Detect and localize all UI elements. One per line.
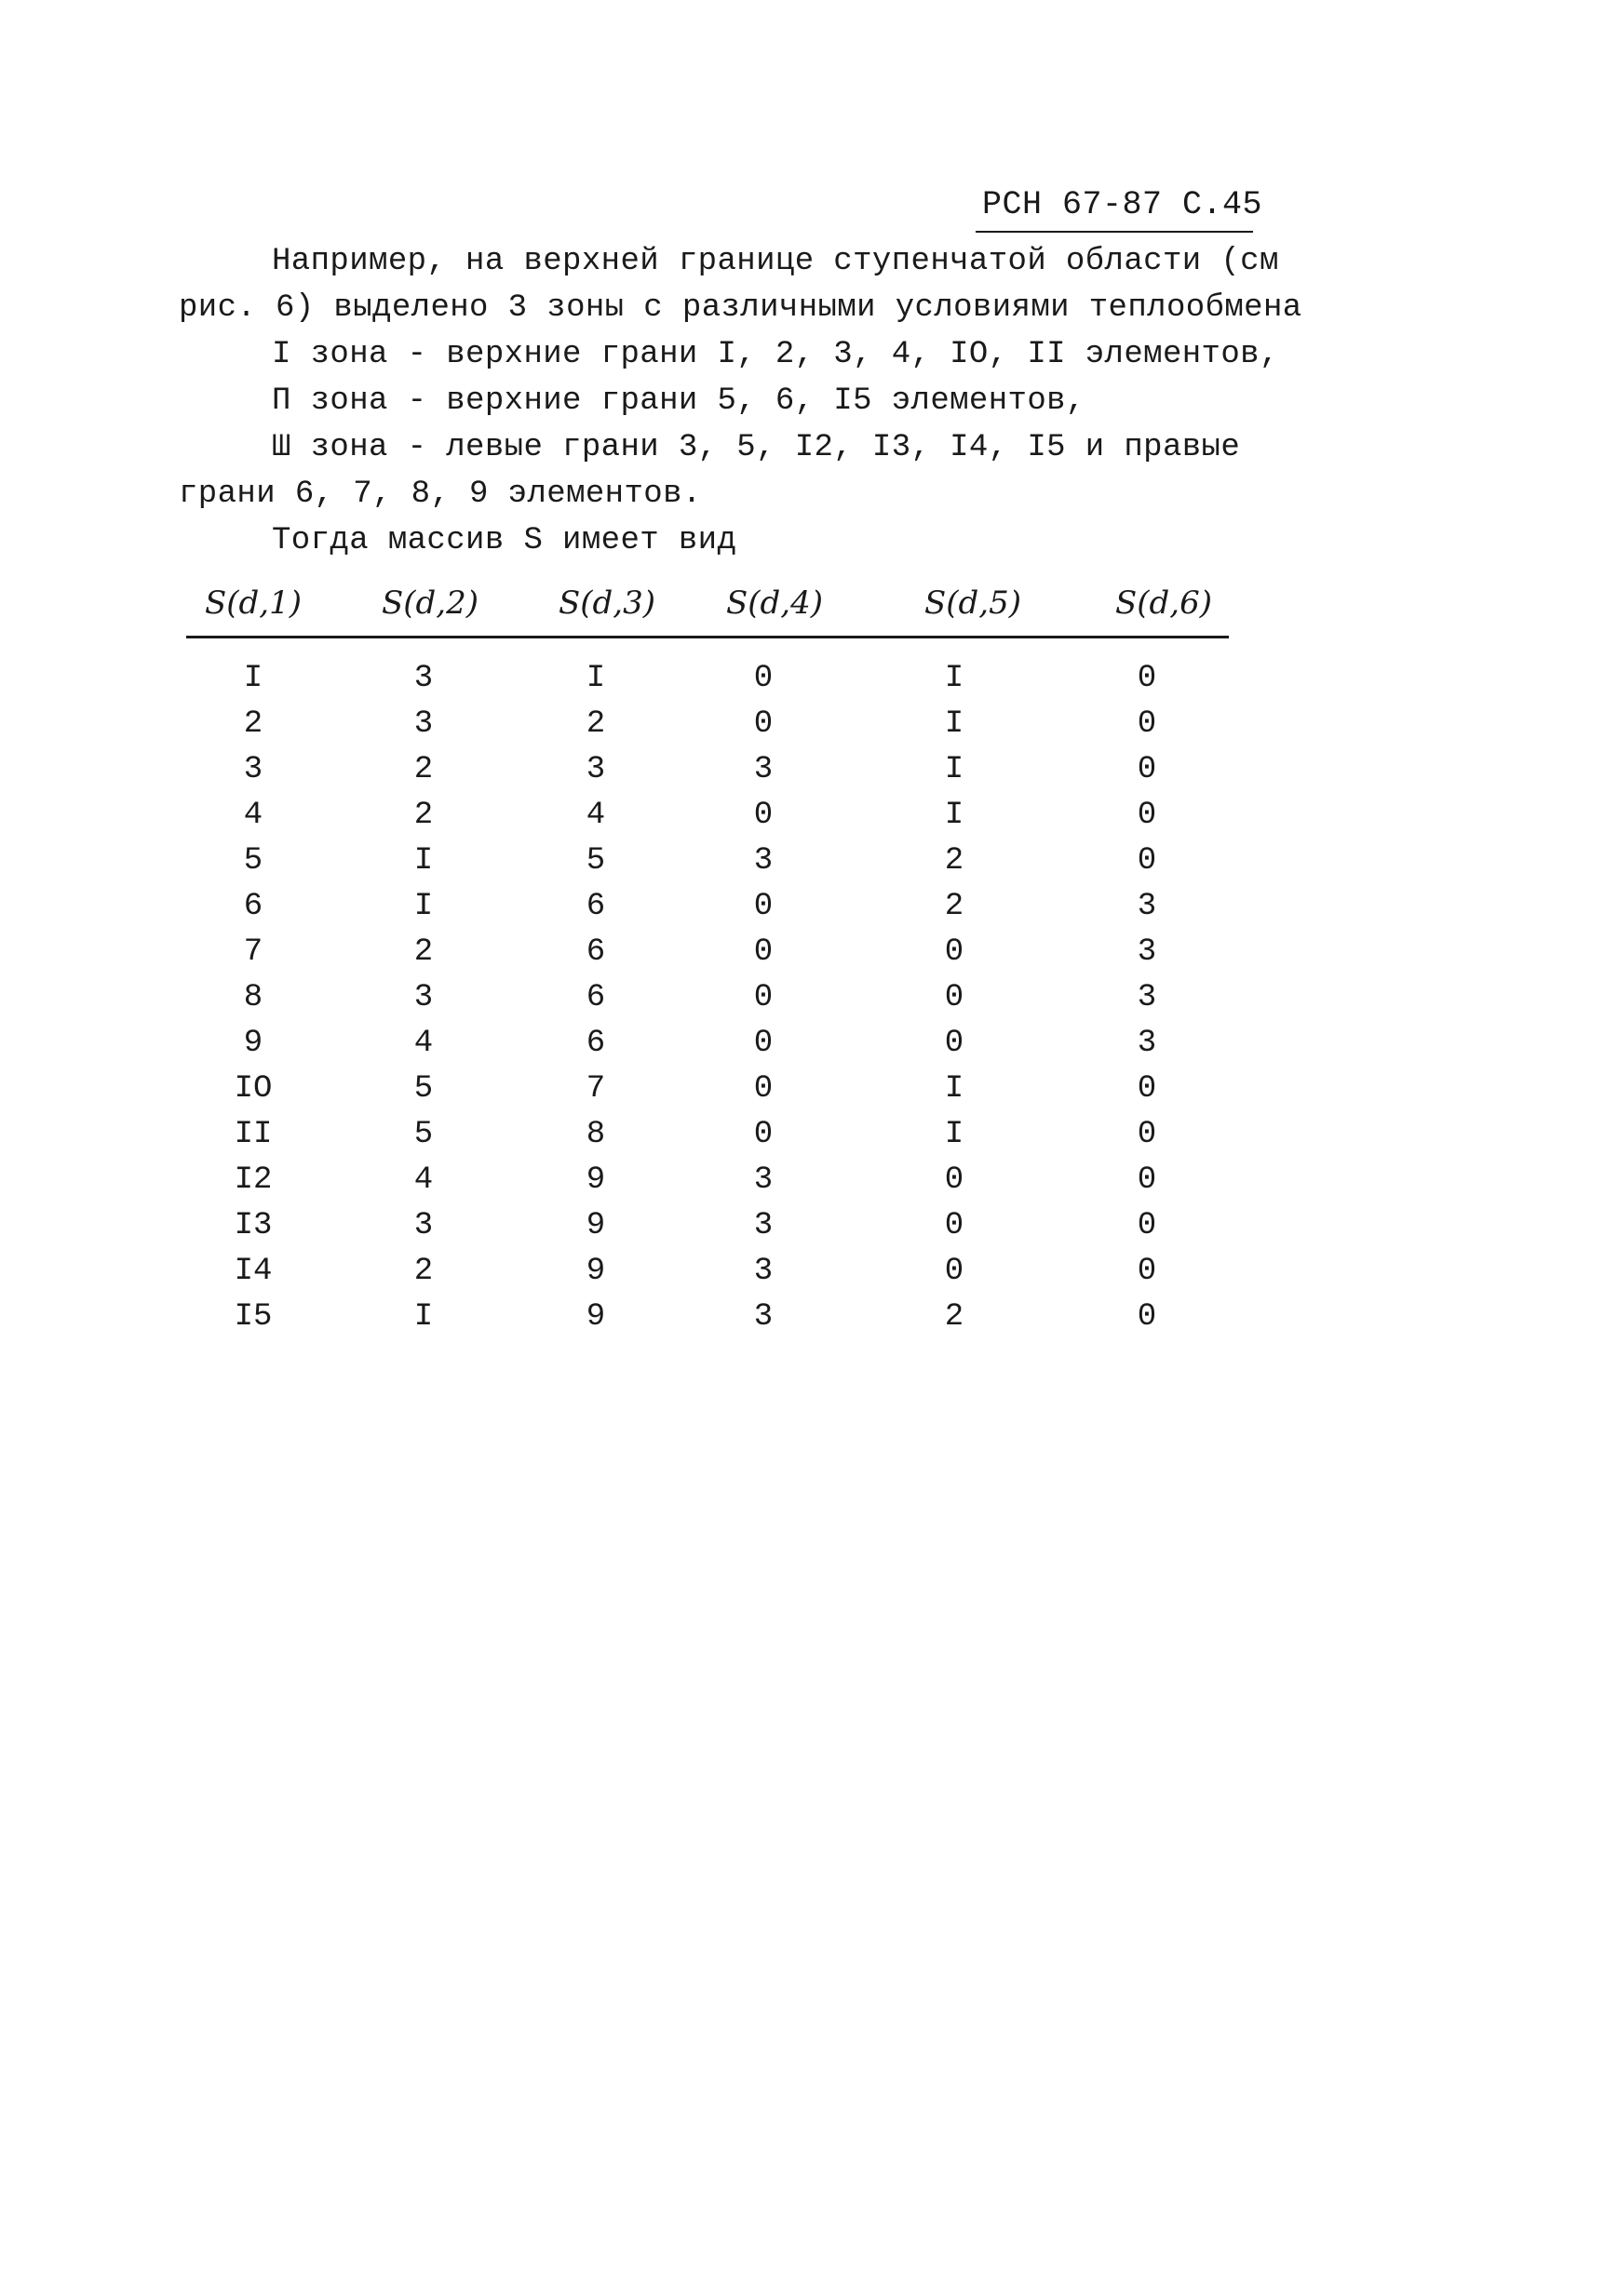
table-cell: 0: [753, 706, 774, 742]
table-cell: 2: [586, 706, 606, 742]
table-cell: 3: [1137, 1026, 1157, 1061]
table-cell: 3: [413, 1208, 434, 1243]
table-cell: 0: [753, 661, 774, 696]
table-row: [0, 980, 1604, 1026]
table-cell: 0: [753, 1026, 774, 1061]
table-cell: 4: [586, 798, 606, 833]
column-header: S(d,3): [558, 584, 656, 622]
table-cell: 3: [1137, 980, 1157, 1015]
table-cell: 2: [944, 889, 964, 924]
table-cell: 4: [413, 1162, 434, 1198]
paragraph-line: Например, на верхней границе ступенчатой области (см: [272, 244, 1279, 279]
table-cell: 5: [413, 1071, 434, 1107]
table-cell: 0: [753, 980, 774, 1015]
table-header: [0, 584, 1604, 631]
paragraph-line: П зона - верхние грани 5, 6, I5 элементов,: [272, 383, 1085, 419]
table-row: [0, 661, 1604, 706]
table-cell: 5: [413, 1117, 434, 1152]
table-cell: 9: [586, 1162, 606, 1198]
table-cell: 2: [413, 752, 434, 787]
table-cell: 9: [243, 1026, 263, 1061]
table-cell: 0: [1137, 843, 1157, 879]
column-header: S(d,4): [725, 584, 824, 622]
table-cell: 0: [1137, 798, 1157, 833]
table-cell: 0: [1137, 1071, 1157, 1107]
table-cell: 0: [753, 934, 774, 970]
table-cell: 0: [753, 798, 774, 833]
table-cell: 6: [586, 980, 606, 1015]
table-cell: 0: [1137, 706, 1157, 742]
paragraph-line: I зона - верхние грани I, 2, 3, 4, IO, II элементов,: [272, 337, 1279, 372]
table-row: [0, 843, 1604, 889]
table-cell: 2: [413, 934, 434, 970]
table-cell: 8: [243, 980, 263, 1015]
table-cell: 6: [586, 934, 606, 970]
table-cell: 3: [243, 752, 263, 787]
table-cell: 6: [586, 1026, 606, 1061]
table-cell: 6: [243, 889, 263, 924]
table-cell: 3: [413, 706, 434, 742]
table-cell: 0: [1137, 752, 1157, 787]
table-row: [0, 1026, 1604, 1071]
header-underline: [976, 231, 1253, 233]
column-header: S(d,5): [923, 584, 1022, 622]
table-cell: I: [944, 1117, 964, 1152]
table-cell: 3: [413, 661, 434, 696]
table-row: [0, 934, 1604, 980]
table-cell: I: [944, 661, 964, 696]
table-cell: 0: [1137, 1162, 1157, 1198]
table-cell: I5: [234, 1299, 273, 1335]
paragraph-line: рис. 6) выделено 3 зоны с различными условиями теплообмена: [179, 290, 1302, 326]
table-cell: II: [234, 1117, 273, 1152]
table-cell: 3: [753, 843, 774, 879]
table-cell: I: [586, 661, 606, 696]
table-cell: 2: [413, 1254, 434, 1289]
table-cell: 9: [586, 1299, 606, 1335]
table-row: [0, 1071, 1604, 1117]
table-cell: I2: [234, 1162, 273, 1198]
table-cell: 4: [413, 1026, 434, 1061]
table-row: [0, 1208, 1604, 1254]
table-cell: 6: [586, 889, 606, 924]
table-cell: 9: [586, 1254, 606, 1289]
column-header: S(d,2): [381, 584, 479, 622]
table-cell: 0: [1137, 661, 1157, 696]
page-header-doc-ref: РСН 67-87 С.45: [982, 186, 1263, 223]
table-cell: 8: [586, 1117, 606, 1152]
table-cell: 0: [944, 1254, 964, 1289]
table-cell: 2: [944, 1299, 964, 1335]
table-header-rule: [186, 636, 1229, 638]
table-row: [0, 706, 1604, 752]
paragraph-line: Тогда массив S имеет вид: [272, 523, 737, 558]
table-cell: 3: [753, 1254, 774, 1289]
table-row: [0, 889, 1604, 934]
table-cell: I: [944, 752, 964, 787]
table-cell: I: [944, 706, 964, 742]
table-cell: 0: [944, 1026, 964, 1061]
table-cell: I3: [234, 1208, 273, 1243]
table-cell: 3: [1137, 889, 1157, 924]
table-cell: 3: [753, 1208, 774, 1243]
table-cell: 0: [753, 1071, 774, 1107]
paragraph-line: грани 6, 7, 8, 9 элементов.: [179, 477, 702, 512]
table-cell: 5: [243, 843, 263, 879]
table-cell: I: [243, 661, 263, 696]
table-row: [0, 752, 1604, 798]
table-cell: 0: [944, 1162, 964, 1198]
column-header: S(d,1): [204, 584, 303, 622]
table-cell: I: [413, 889, 434, 924]
table-cell: 2: [944, 843, 964, 879]
table-cell: 0: [944, 1208, 964, 1243]
column-header: S(d,6): [1114, 584, 1213, 622]
table-cell: 0: [1137, 1117, 1157, 1152]
table-cell: 3: [753, 1299, 774, 1335]
table-cell: I: [413, 843, 434, 879]
table-cell: 3: [753, 1162, 774, 1198]
table-cell: 0: [753, 1117, 774, 1152]
table-row: [0, 1254, 1604, 1299]
table-cell: 4: [243, 798, 263, 833]
table-cell: 2: [413, 798, 434, 833]
table-cell: I: [944, 1071, 964, 1107]
table-cell: 0: [1137, 1208, 1157, 1243]
table-cell: 0: [1137, 1299, 1157, 1335]
table-cell: 0: [944, 934, 964, 970]
table-cell: 0: [944, 980, 964, 1015]
table-cell: 3: [1137, 934, 1157, 970]
table-row: [0, 1162, 1604, 1208]
table-cell: 3: [753, 752, 774, 787]
table-cell: 3: [413, 980, 434, 1015]
table-cell: 0: [753, 889, 774, 924]
paragraph-line: Ш зона - левые грани 3, 5, I2, I3, I4, I5 и правые: [272, 430, 1241, 465]
table-cell: 0: [1137, 1254, 1157, 1289]
table-cell: I4: [234, 1254, 273, 1289]
table-cell: 9: [586, 1208, 606, 1243]
table-cell: I: [413, 1299, 434, 1335]
table-cell: 7: [243, 934, 263, 970]
table-cell: I: [944, 798, 964, 833]
table-cell: 5: [586, 843, 606, 879]
table-cell: 3: [586, 752, 606, 787]
table-row: [0, 1117, 1604, 1162]
table-row: [0, 1299, 1604, 1345]
table-cell: 7: [586, 1071, 606, 1107]
table-cell: 2: [243, 706, 263, 742]
table-cell: IO: [234, 1071, 273, 1107]
table-row: [0, 798, 1604, 843]
